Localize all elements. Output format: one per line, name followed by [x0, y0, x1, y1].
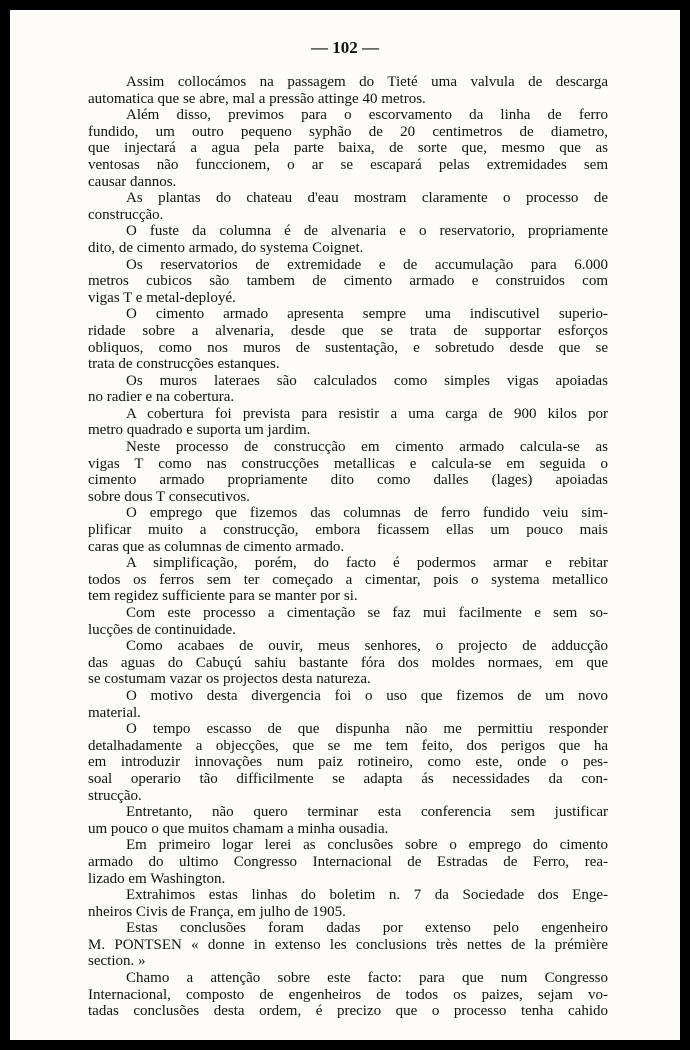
text-line: obliquos, como nos muros de sustentação, e sobretudo desde que se [88, 339, 608, 356]
text-line: caras que as columnas de cimento armado. [88, 538, 345, 555]
text-line: M. PONTSEN « donne in extenso les conclusions très nettes de la prémière [88, 936, 608, 953]
text-line: todos os ferros sem ter começado a cimentar, pois o systema metallico [88, 571, 608, 588]
text-line: Os muros lateraes são calculados como simples vigas apoiadas [126, 372, 608, 389]
text-line: Como acabaes de ouvir, meus senhores, o projecto de adducção [126, 638, 608, 655]
text-line: sobre dous T consecutivos. [88, 488, 250, 505]
text-line: ventosas não funccionem, o ar se escapará pelas extremidades sem [88, 156, 608, 173]
text-line: Neste processo de construcção em cimento armado calcula-se as [126, 439, 608, 456]
text-line: lucções de continuidade. [88, 621, 236, 638]
text-line: Internacional, composto de engenheiros de todos os paizes, sejam vo- [88, 986, 608, 1003]
text-line: soal operario tão difficilmente se adapta ás necessidades da con- [88, 770, 608, 787]
text-line: tadas conclusões desta ordem, é precizo que o processo tenha cahido [88, 1003, 608, 1020]
text-line: Com este processo a cimentação se faz mui facilmente e sem so- [126, 605, 608, 621]
text-line: O fuste da columna é de alvenaria e o reservatorio, propriamente [126, 223, 608, 240]
text-line: Os reservatorios de extremidade e de accumulação para 6.000 [126, 256, 608, 273]
text-line: Estas conclusões foram dadas por extenso pelo engenheiro [126, 920, 608, 937]
text-line: A simplificação, porém, do facto é podermos armar e rebitar [126, 555, 608, 572]
text-line: Entretanto, não quero terminar esta conferencia sem justificar [126, 804, 608, 821]
page-number: — 102 — [311, 38, 379, 57]
text-line: um pouco o que muitos chamam a minha ousadia. [88, 820, 389, 837]
text-line: metro quadrado e suporta um jardim. [88, 422, 311, 439]
text-line: armado do ultimo Congresso Internacional de Estradas de Ferro, rea- [88, 853, 608, 870]
body-text [88, 74, 608, 1020]
text-line: vigas T como nas construcções metallicas e calcula-se em seguida o [88, 455, 608, 472]
text-line: section. » [88, 953, 146, 970]
text-line: cimento armado propriamente dito como dalles (lages) apoiadas [88, 472, 608, 489]
text-line: As plantas do chateau d'eau mostram claramente o processo de [126, 190, 608, 207]
text-line: lizado em Washington. [88, 870, 226, 887]
text-line: plificar muito a construcção, embora ficassem ellas um pouco mais [88, 522, 608, 539]
text-line: construcção. [88, 206, 164, 223]
text-line: ridade sobre a alvenaria, desde que se trata de supportar esforços [88, 322, 608, 339]
text-line: Extrahimos estas linhas do boletim n. 7 da Sociedade dos Enge- [126, 887, 608, 904]
text-line: em introduzir innovações num paiz rotineiro, como este, onde o pes- [88, 754, 608, 771]
text-line: O tempo escasso de que dispunha não me permittiu responder [126, 721, 608, 738]
text-line: dito, de cimento armado, do systema Coignet. [88, 239, 364, 256]
text-line: strucção. [88, 787, 142, 804]
text-line: no radier e na cobertura. [88, 389, 235, 406]
text-line: tem regidez sufficiente para se manter por si. [88, 588, 358, 605]
text-line: se costumam vazar os projectos desta natureza. [88, 671, 371, 688]
text-line: O emprego que fizemos das columnas de ferro fundido veiu sim- [126, 505, 608, 522]
text-line: das aguas do Cabuçú sahiu bastante fóra dos moldes normaes, em que [88, 654, 608, 671]
text-line: causar dannos. [88, 173, 177, 190]
text-line: Assim collocámos na passagem do Tieté uma valvula de descarga [126, 74, 608, 90]
text-line: Chamo a attenção sobre este facto: para que num Congresso [126, 970, 608, 987]
text-line: Em primeiro logar lerei as conclusões sobre o emprego do cimento [126, 837, 608, 854]
text-line: detalhadamente a objecções, que se me tem feito, dos perigos que ha [88, 737, 608, 754]
text-line: automatica que se abre, mal a pressão attinge 40 metros. [88, 90, 426, 107]
document-page [10, 10, 680, 1040]
text-line: O cimento armado apresenta sempre uma indiscutivel superio- [126, 306, 608, 323]
text-line: Além disso, previmos para o escorvamento da linha de ferro [126, 107, 608, 124]
text-line: A cobertura foi prevista para resistir a uma carga de 900 kilos por [126, 405, 608, 422]
text-line: fundido, um outro pequeno syphão de 20 centimetros de diametro, [88, 123, 608, 140]
text-line: metros cubicos são tambem de cimento armado e construidos com [88, 273, 608, 290]
text-line: vigas T e metal-deployé. [88, 289, 236, 306]
text-line: O motivo desta divergencia foi o uso que fizemos de um novo [126, 687, 608, 704]
text-line: nheiros Civis de França, em julho de 1905. [88, 903, 346, 920]
text-line: trata de construcções estanques. [88, 356, 280, 373]
text-line: que injectará a agua pela parte baixa, de sorte que, mesmo que as [88, 140, 608, 157]
text-line: material. [88, 704, 141, 721]
